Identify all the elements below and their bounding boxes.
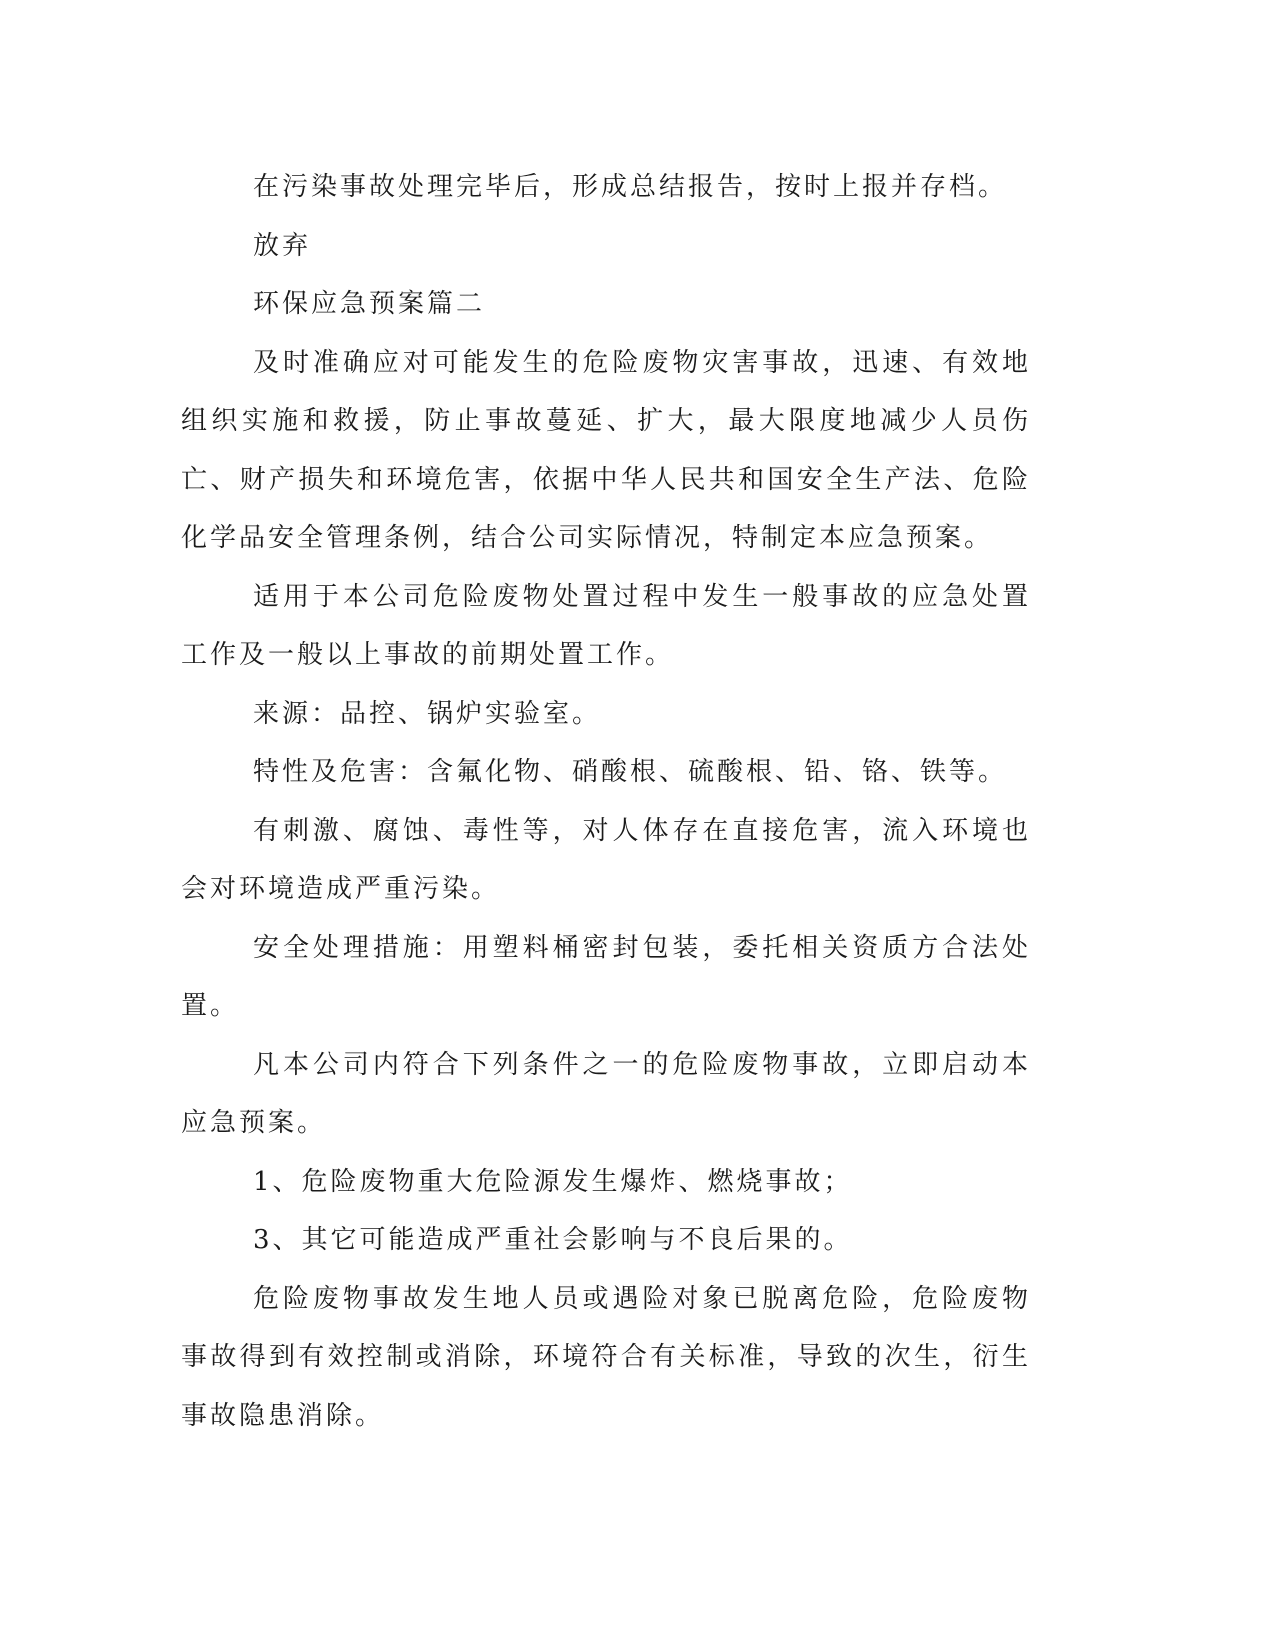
paragraph-safety-measures: 安全处理措施：用塑料桶密封包装，委托相关资质方合法处置。 (181, 932, 1031, 1021)
paragraph-source: 来源：品控、锅炉实验室。 (253, 698, 602, 729)
paragraph-termination: 危险废物事故发生地人员或遇险对象已脱离危险，危险废物事故得到有效控制或消除，环境符合有关标准，导致的次生，衍生事故隐患消除。 (181, 1283, 1031, 1431)
section-heading: 环保应急预案篇二 (253, 289, 486, 319)
paragraph-report-archive: 在污染事故处理完毕后，形成总结报告，按时上报并存档。 (253, 172, 1008, 202)
list-item-condition-1: 1、危险废物重大危险源发生爆炸、燃烧事故； (253, 1166, 853, 1197)
list-item-condition-3: 3、其它可能造成严重社会影响与不良后果的。 (253, 1225, 853, 1255)
document-body (181, 158, 1031, 1445)
paragraph-purpose: 及时准确应对可能发生的危险废物灾害事故，迅速、有效地组织实施和救援，防止事故蔓延、扩大，最大限度地减少人员伤亡、财产损失和环境危害，依据中华人民共和国安全生产法、危险化学品安全管理条例，结合公司实际情况，特制定本应急预案。 (181, 347, 1031, 553)
paragraph-scope: 适用于本公司危险废物处置过程中发生一般事故的应急处置工作及一般以上事故的前期处置工作。 (181, 581, 1031, 670)
paragraph-activation-conditions: 凡本公司内符合下列条件之一的危险废物事故，立即启动本应急预案。 (181, 1049, 1031, 1138)
paragraph-abandon: 放弃 (253, 230, 312, 261)
paragraph-hazards: 有刺激、腐蚀、毒性等，对人体存在直接危害，流入环境也会对环境造成严重污染。 (181, 815, 1031, 904)
paragraph-properties: 特性及危害：含氟化物、硝酸根、硫酸根、铅、铬、铁等。 (253, 757, 1008, 787)
